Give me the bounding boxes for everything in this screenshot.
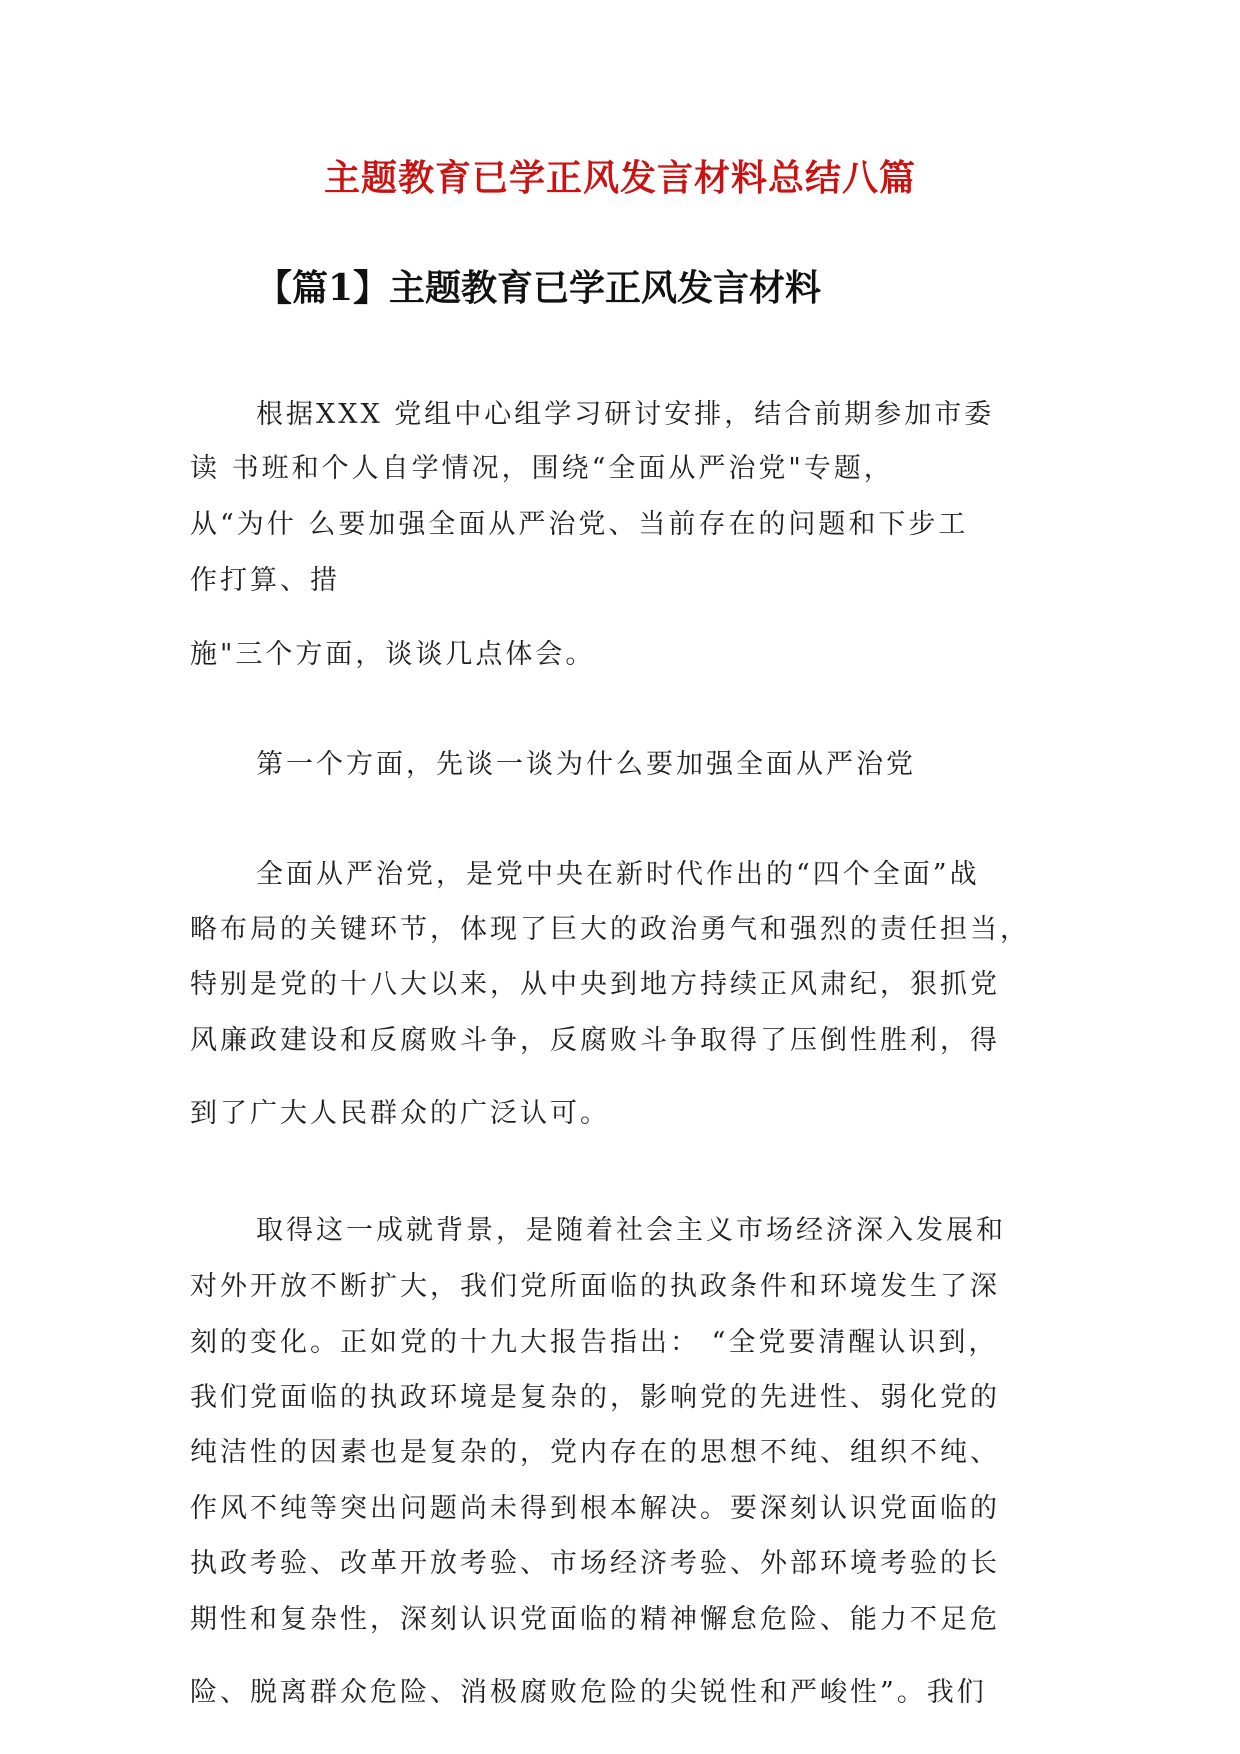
paragraph-line: 作打算、措 <box>190 565 340 596</box>
paragraph-line: 第一个方面，先谈一谈为什么要加强全面从严治党 <box>256 749 916 780</box>
paragraph-line: 期性和复杂性，深刻认识党面临的精神懈怠危险、能力不足危 <box>190 1604 1000 1635</box>
paragraph-line: 特别是党的十八大以来，从中央到地方持续正风肃纪，狠抓党 <box>190 969 1000 1000</box>
paragraph-line: 施"三个方面，谈谈几点体会。 <box>190 639 596 670</box>
paragraph-line: 到了广大人民群众的广泛认可。 <box>190 1098 610 1129</box>
paragraph-line: 略布局的关键环节，体现了巨大的政治勇气和强烈的责任担当， <box>190 914 1030 945</box>
paragraph-line: 我们党面临的执政环境是复杂的，影响党的先进性、弱化党的 <box>190 1382 1000 1413</box>
paragraph-line: 纯洁性的因素也是复杂的，党内存在的思想不纯、组织不纯、 <box>190 1437 1000 1468</box>
paragraph-line: 根据XXX 党组中心组学习研讨安排，结合前期参加市委 <box>256 399 995 430</box>
paragraph-line: 读 书班和个人自学情况，围绕“全面从严治党"专题， <box>190 453 894 484</box>
paragraph-line: 从“为什 么要加强全面从严治党、当前存在的问题和下步工 <box>190 509 969 540</box>
paragraph-line: 险、脱离群众危险、消极腐败危险的尖锐性和严峻性”。我们 <box>190 1677 987 1708</box>
section-heading: 【篇1】主题教育已学正风发言材料 <box>256 267 822 309</box>
paragraph-line: 作风不纯等突出问题尚未得到根本解决。要深刻认识党面临的 <box>190 1493 1000 1524</box>
paragraph-line: 执政考验、改革开放考验、市场经济考验、外部环境考验的长 <box>190 1548 1000 1579</box>
paragraph-line: 取得这一成就背景，是随着社会主义市场经济深入发展和 <box>256 1215 1006 1246</box>
paragraph-line: 对外开放不断扩大，我们党所面临的执政条件和环境发生了深 <box>190 1271 1000 1302</box>
document-title: 主题教育已学正风发言材料总结八篇 <box>323 157 916 199</box>
paragraph-line: 全面从严治党，是党中央在新时代作出的“四个全面”战 <box>256 859 980 890</box>
paragraph-line: 风廉政建设和反腐败斗争，反腐败斗争取得了压倒性胜利，得 <box>190 1025 1000 1056</box>
paragraph-line: 刻的变化。正如党的十九大报告指出： “全党要清醒认识到， <box>190 1327 999 1358</box>
